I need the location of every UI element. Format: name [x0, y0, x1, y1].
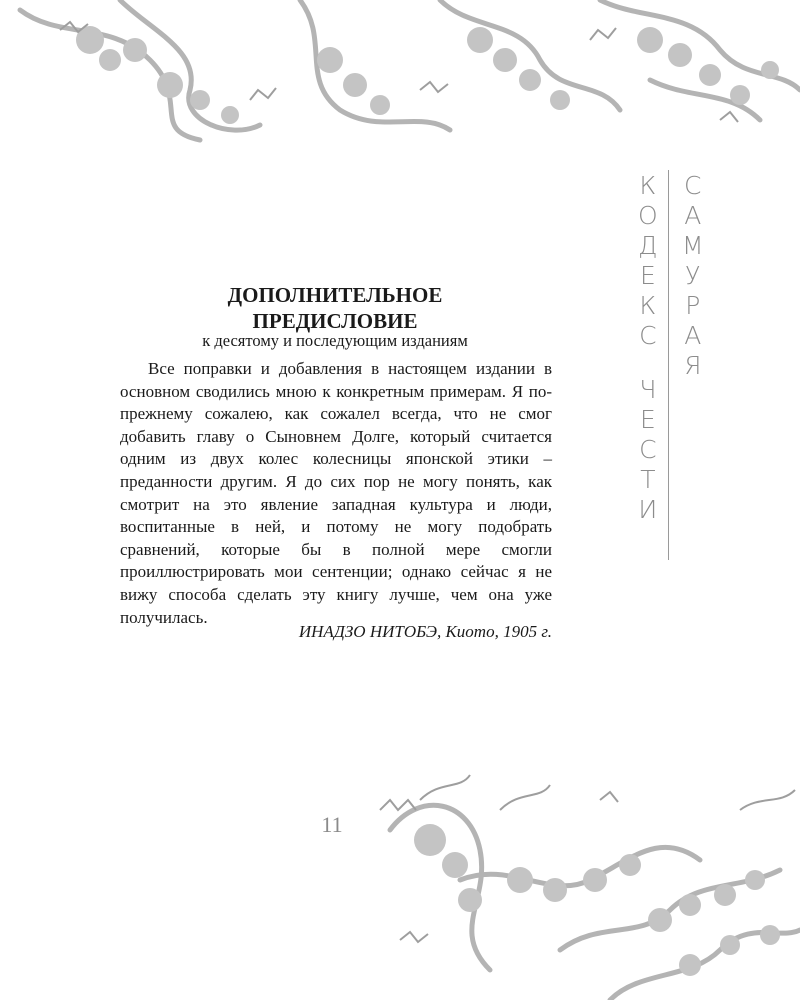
side-letter: У	[685, 261, 701, 290]
side-letter: Е	[639, 261, 656, 290]
side-title-right-column	[682, 172, 704, 382]
bottom-dragon-ornament-icon	[360, 770, 800, 1000]
side-title-left-column	[638, 172, 658, 526]
side-letter: И	[638, 495, 658, 524]
side-letter: Е	[639, 405, 656, 434]
side-letter: Р	[685, 291, 701, 320]
author-signature: ИНАДЗО НИТОБЭ, Киото, 1905 г.	[298, 622, 552, 641]
body-paragraph: Все поправки и добавления в настоящем издании в основном сводились мною к конкретным примерам. Я по-прежнему сожалею, как сожалел всегда, что не смог добавить главу о Сыновнем Долге, который считается одним из двух колес колесницы японской этики – преданности другим. Я до сих пор не могу понять, как смотрит на это явление западная культура и люди, воспитанные в ней, и потому не могу подобрать сравнений, которые бы в полной мере смогли проиллюстрировать мои сентенции; однако сейчас я не вижу способа сделать эту книгу лучше, чем она уже получилась.	[120, 359, 552, 627]
chapter-title-line: ДОПОЛНИТЕЛЬНОЕ	[227, 283, 443, 307]
side-letter: М	[682, 231, 704, 260]
chapter-title	[120, 282, 550, 334]
side-letter: К	[639, 171, 657, 200]
side-letter: Ч	[639, 375, 657, 404]
page-number: 11	[321, 812, 343, 837]
side-letter: С	[639, 435, 657, 464]
chapter-title-line: ПРЕДИСЛОВИЕ	[252, 309, 418, 333]
side-letter: Д	[638, 231, 658, 260]
side-letter: Т	[640, 465, 656, 494]
side-letter: К	[639, 291, 657, 320]
chapter-subtitle: к десятому и последующим изданиям	[202, 331, 468, 350]
side-letter: Я	[684, 351, 702, 380]
side-letter: А	[684, 201, 702, 230]
side-letter: О	[638, 201, 658, 230]
side-letter: С	[639, 321, 657, 350]
top-dragon-ornament-icon	[0, 0, 800, 150]
side-title-divider	[668, 170, 669, 560]
side-letter: А	[684, 321, 702, 350]
side-letter: С	[684, 171, 702, 200]
